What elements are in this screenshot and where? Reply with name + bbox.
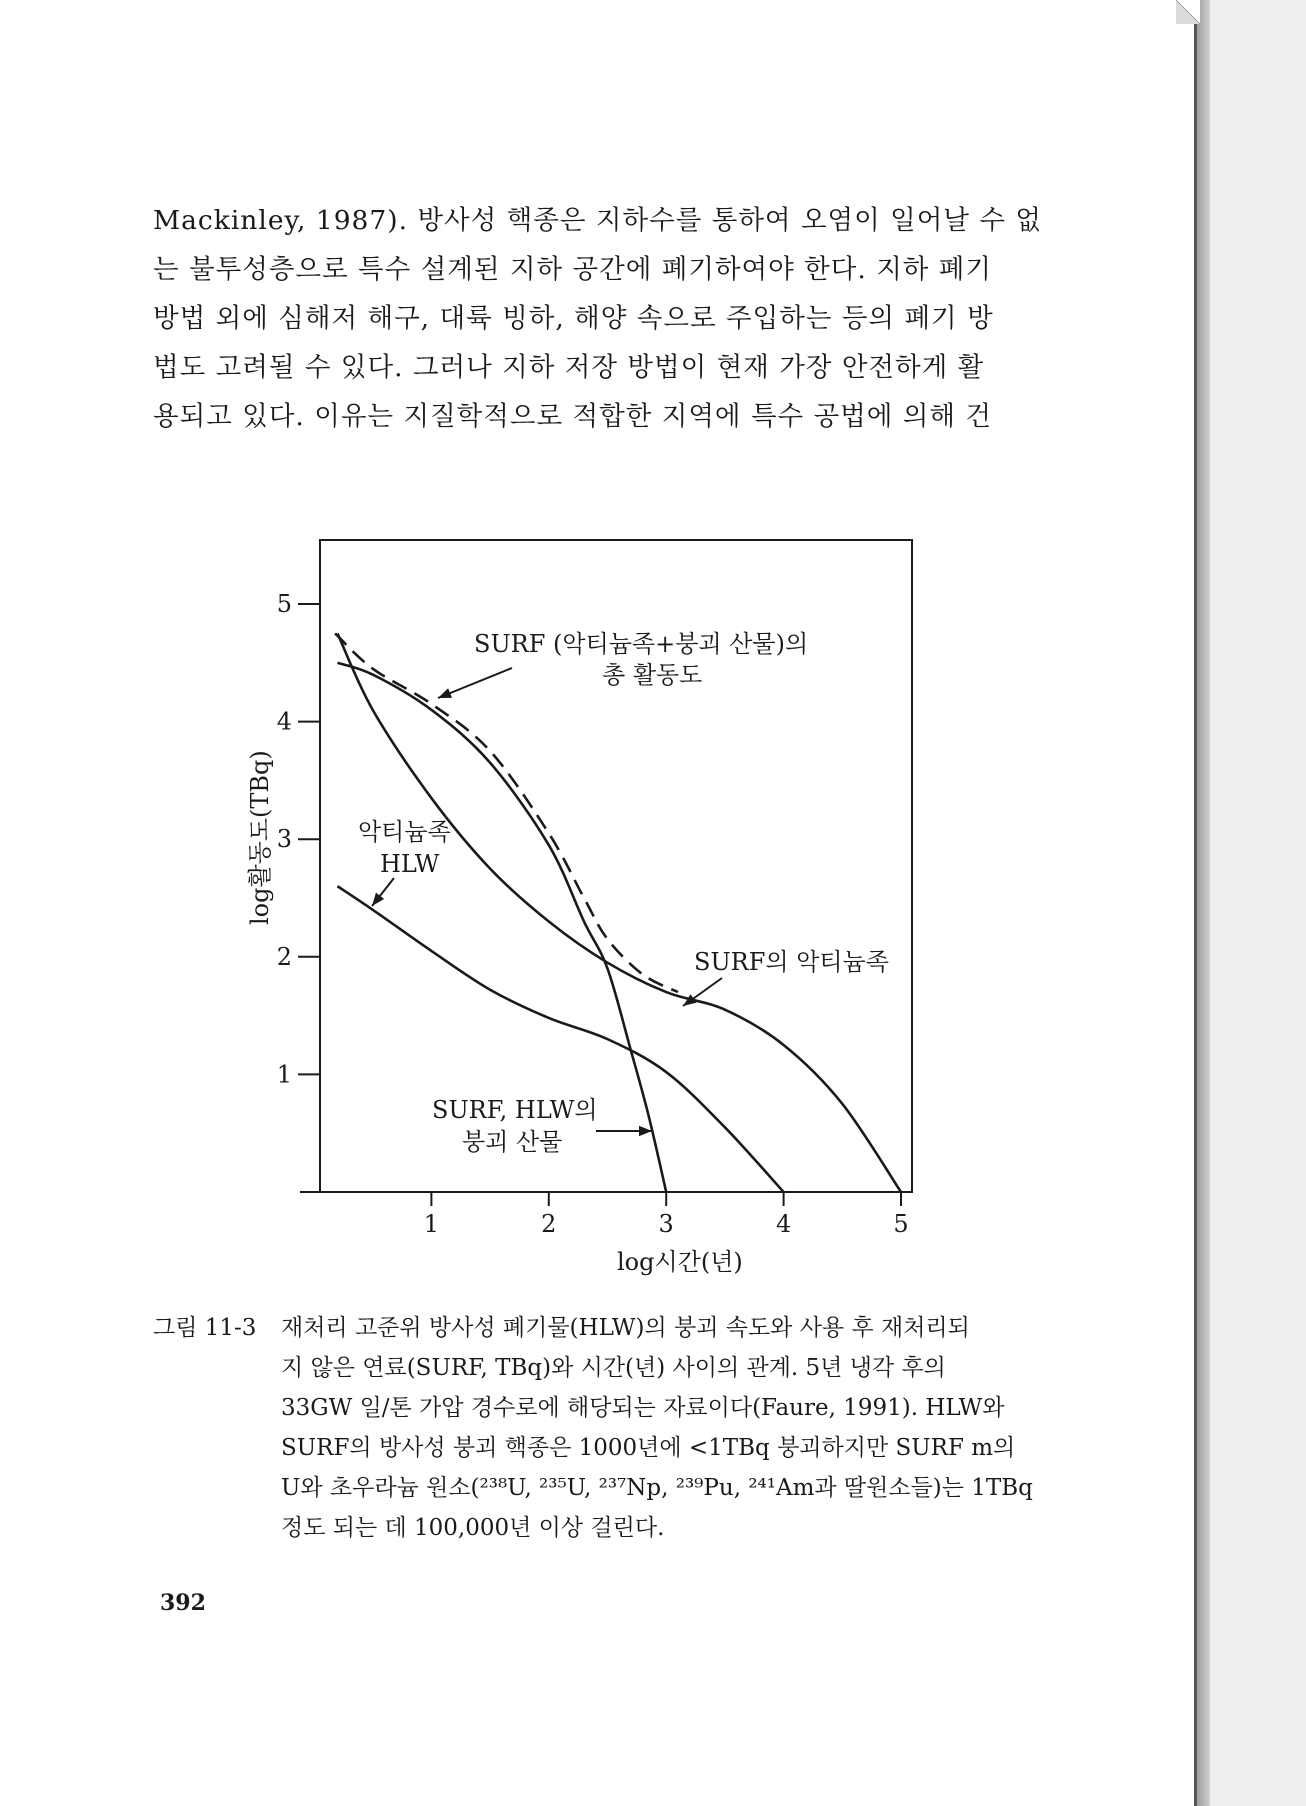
y-tick-label: 2	[276, 942, 292, 971]
caption-text	[281, 1308, 1053, 1548]
body-line: 용되고 있다. 이유는 지질학적으로 적합한 지역에 특수 공법에 의해 건	[153, 401, 993, 432]
caption-line: 33GW 일/톤 가압 경수로에 해당되는 자료이다(Faure, 1991). HLW와	[281, 1395, 1005, 1421]
caption-line: U와 초우라늄 원소(²³⁸U, ²³⁵U, ²³⁷Np, ²³⁹Pu, ²⁴¹Am과 딸원소들)는 1TBq	[281, 1475, 1033, 1501]
annotation-surf-total-line2: 총 활동도	[602, 661, 703, 689]
chart-annotations	[246, 630, 889, 1276]
arrow-surf-total-head	[438, 688, 452, 698]
arrow-decay-products-head	[639, 1126, 652, 1136]
x-tick-label: 2	[541, 1210, 557, 1238]
x-tick-label: 5	[893, 1210, 909, 1238]
arrow-actinide-hlw-head	[372, 893, 384, 906]
y-tick-label: 4	[276, 707, 292, 736]
x-tick-label: 4	[775, 1210, 792, 1238]
body-line: 방법 외에 심해저 해구, 대륙 빙하, 해양 속으로 주입하는 등의 폐기 방	[153, 303, 994, 334]
x-tick-label: 1	[423, 1210, 440, 1238]
x-tick-label: 3	[658, 1210, 674, 1238]
body-line: 법도 고려될 수 있다. 그러나 지하 저장 방법이 현재 가장 안전하게 활	[153, 352, 985, 383]
annotation-decay-line2: 붕괴 산물	[462, 1128, 563, 1156]
annotation-decay-line1: SURF, HLW의	[432, 1096, 598, 1124]
caption-line: 정도 되는 데 100,000년 이상 걸린다.	[281, 1515, 665, 1541]
y-axis-label: log활동도(TBq)	[246, 750, 274, 925]
chart-series	[335, 633, 901, 1192]
caption-line: 지 않은 연료(SURF, TBq)와 시간(년) 사이의 관계. 5년 냉각 후의	[281, 1355, 946, 1381]
annotation-surf-actinide: SURF의 악티늄족	[694, 948, 889, 976]
body-line: 는 불투성층으로 특수 설계된 지하 공간에 폐기하여야 한다. 지하 폐기	[153, 254, 993, 285]
caption-line: SURF의 방사성 붕괴 핵종은 1000년에 <1TBq 붕괴하지만 SURF m의	[281, 1435, 1016, 1461]
annotation-arrows	[372, 668, 722, 1136]
y-tick-label: 3	[276, 825, 292, 854]
caption-label: 그림 11-3	[153, 1315, 257, 1341]
page-number: 392	[160, 1590, 206, 1616]
caption-line: 재처리 고준위 방사성 폐기물(HLW)의 붕괴 속도와 사용 후 재처리되	[281, 1315, 970, 1341]
annotation-surf-total-line1: SURF (악티늄족+붕괴 산물)의	[474, 630, 809, 658]
arrow-surf-actinide-head	[683, 994, 697, 1006]
annotation-actinide-hlw-line1: 악티늄족	[358, 818, 451, 846]
body-line: Mackinley, 1987). 방사성 핵종은 지하수를 통하여 오염이 일어날 수 없	[153, 205, 1043, 236]
annotation-actinide-hlw-line2: HLW	[380, 850, 440, 878]
series-line-2	[337, 633, 901, 1192]
x-axis-label: log시간(년)	[617, 1248, 743, 1276]
y-tick-label: 1	[276, 1060, 292, 1089]
y-tick-label: 5	[276, 590, 292, 618]
